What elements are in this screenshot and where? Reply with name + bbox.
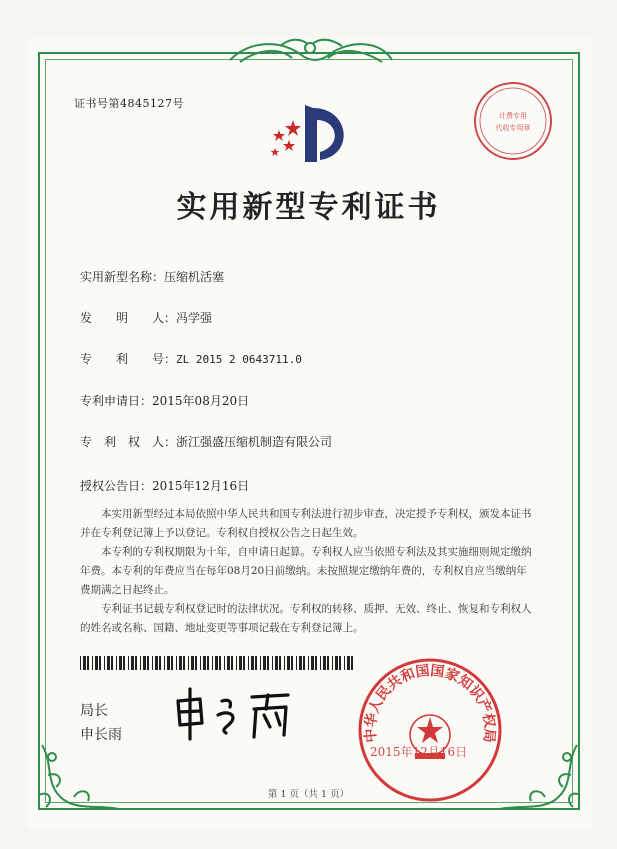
barcode-bar bbox=[119, 656, 122, 670]
barcode-bar bbox=[236, 656, 237, 670]
barcode-bar bbox=[99, 656, 101, 670]
barcode-bar bbox=[135, 656, 137, 670]
barcode-bar bbox=[92, 656, 93, 670]
barcode-bar bbox=[279, 656, 281, 670]
field-utility-model-name bbox=[80, 268, 224, 285]
barcode-bar bbox=[143, 656, 146, 670]
barcode-bar bbox=[351, 656, 353, 670]
barcode-bar bbox=[327, 656, 329, 670]
barcode-bar bbox=[104, 656, 105, 670]
barcode-bar bbox=[339, 656, 341, 670]
office-logo bbox=[265, 100, 355, 170]
barcode-bar bbox=[140, 656, 141, 670]
barcode-bar bbox=[255, 656, 257, 670]
barcode-bar bbox=[332, 656, 333, 670]
barcode-bar bbox=[296, 656, 297, 670]
signatory-name: 申长雨 bbox=[80, 727, 122, 743]
barcode-bar bbox=[195, 656, 197, 670]
field-label: 专 利 号： bbox=[80, 352, 177, 366]
barcode-bar bbox=[303, 656, 305, 670]
barcode-bar bbox=[83, 656, 86, 670]
field-value: 压缩机活塞 bbox=[164, 270, 225, 284]
barcode-bar bbox=[203, 656, 206, 670]
svg-text:代收专用章: 代收专用章 bbox=[495, 124, 531, 132]
barcode bbox=[80, 656, 358, 670]
barcode-bar bbox=[335, 656, 338, 670]
certificate-number: 证书号第4845127号 bbox=[74, 97, 184, 110]
barcode-bar bbox=[152, 656, 153, 670]
barcode-bar bbox=[128, 656, 129, 670]
barcode-bar bbox=[267, 656, 269, 670]
barcode-bar bbox=[227, 656, 230, 670]
barcode-bar bbox=[347, 656, 350, 670]
field-value: 2015年12月16日 bbox=[152, 479, 250, 493]
field-label: 专 利 权 人： bbox=[80, 435, 177, 449]
barcode-bar bbox=[251, 656, 254, 670]
barcode-bar bbox=[323, 656, 326, 670]
barcode-bar bbox=[80, 656, 81, 670]
seal-text: 中华人民共和国国家知识产权局 bbox=[362, 662, 498, 744]
barcode-bar bbox=[231, 656, 233, 670]
barcode-bar bbox=[311, 656, 314, 670]
barcode-bar bbox=[171, 656, 173, 670]
barcode-bar bbox=[111, 656, 113, 670]
barcode-bar bbox=[176, 656, 177, 670]
barcode-bar bbox=[95, 656, 98, 670]
barcode-bar bbox=[155, 656, 158, 670]
barcode-bar bbox=[291, 656, 293, 670]
barcode-bar bbox=[260, 656, 261, 670]
field-value: 浙江强盛压缩机制造有限公司 bbox=[176, 435, 333, 449]
seal-date: 2015年12月16日 bbox=[370, 745, 468, 759]
barcode-bar bbox=[147, 656, 149, 670]
barcode-bar bbox=[239, 656, 242, 670]
barcode-bar bbox=[272, 656, 273, 670]
barcode-bar bbox=[131, 656, 134, 670]
barcode-bar bbox=[123, 656, 125, 670]
field-grant-date bbox=[80, 477, 249, 494]
field-label: 专利申请日： bbox=[80, 394, 153, 408]
corner-ornament-bottom-right bbox=[495, 735, 585, 815]
barcode-bar bbox=[159, 656, 161, 670]
barcode-bar bbox=[200, 656, 201, 670]
barcode-bar bbox=[320, 656, 321, 670]
field-patent-number bbox=[80, 350, 302, 367]
barcode-bar bbox=[116, 656, 117, 670]
top-ornament bbox=[220, 38, 400, 68]
field-label: 授权公告日： bbox=[80, 479, 153, 493]
barcode-bar bbox=[207, 656, 209, 670]
barcode-bar bbox=[167, 656, 170, 670]
paragraph: 本专利的专利权期限为十年，自申请日起算。专利权人应当依照专利法及其实施细则规定缴纳年费。本专利的年费应当在每年08月20日前缴纳。未按照规定缴纳年费的，专利权自应当缴纳年费期满之日起终止。 bbox=[80, 546, 532, 596]
barcode-bar bbox=[263, 656, 266, 670]
field-label: 实用新型名称： bbox=[80, 270, 165, 284]
barcode-bar bbox=[164, 656, 165, 670]
paragraph: 本实用新型经过本局依照中华人民共和国专利法进行初步审查，决定授予专利权，颁发本证书并在专利登记簿上予以登记。专利权自授权公告之日起生效。 bbox=[80, 508, 532, 539]
barcode-bar bbox=[275, 656, 278, 670]
barcode-bar bbox=[224, 656, 225, 670]
field-application-date bbox=[80, 392, 249, 409]
certificate-title: 实用新型专利证书 bbox=[176, 190, 441, 225]
barcode-bar bbox=[219, 656, 221, 670]
barcode-bar bbox=[299, 656, 302, 670]
barcode-bar bbox=[179, 656, 182, 670]
barcode-bar bbox=[344, 656, 345, 670]
official-seal bbox=[355, 655, 505, 805]
signatory-title: 局长 bbox=[80, 703, 108, 719]
field-label: 发 明 人： bbox=[80, 311, 177, 325]
barcode-bar bbox=[243, 656, 245, 670]
barcode-bar bbox=[248, 656, 249, 670]
field-value: ZL 2015 2 0643711.0 bbox=[176, 353, 302, 366]
paragraph: 专利证书记载专利权登记时的法律状况。专利权的转移、质押、无效、终止、恢复和专利权人的姓名或名称、国籍、地址变更等事项记载在专利登记簿上。 bbox=[80, 603, 532, 634]
field-inventor bbox=[80, 309, 212, 326]
certificate-body bbox=[80, 505, 536, 638]
barcode-bar bbox=[212, 656, 213, 670]
barcode-bar bbox=[191, 656, 194, 670]
barcode-bar bbox=[315, 656, 317, 670]
field-value: 冯学强 bbox=[176, 311, 213, 325]
handwritten-signature bbox=[170, 683, 310, 743]
corner-ornament-bottom-left bbox=[34, 735, 124, 815]
barcode-bar bbox=[107, 656, 110, 670]
barcode-bar bbox=[188, 656, 189, 670]
barcode-bar bbox=[183, 656, 185, 670]
barcode-bar bbox=[284, 656, 285, 670]
page-number: 第 1 页（共 1 页） bbox=[267, 789, 350, 800]
barcode-bar bbox=[308, 656, 309, 670]
svg-text:计费专用: 计费专用 bbox=[499, 112, 527, 120]
payment-seal bbox=[470, 78, 556, 164]
barcode-bar bbox=[87, 656, 89, 670]
field-patentee bbox=[80, 433, 332, 450]
barcode-bar bbox=[215, 656, 218, 670]
field-value: 2015年08月20日 bbox=[152, 394, 250, 408]
barcode-bar bbox=[287, 656, 290, 670]
